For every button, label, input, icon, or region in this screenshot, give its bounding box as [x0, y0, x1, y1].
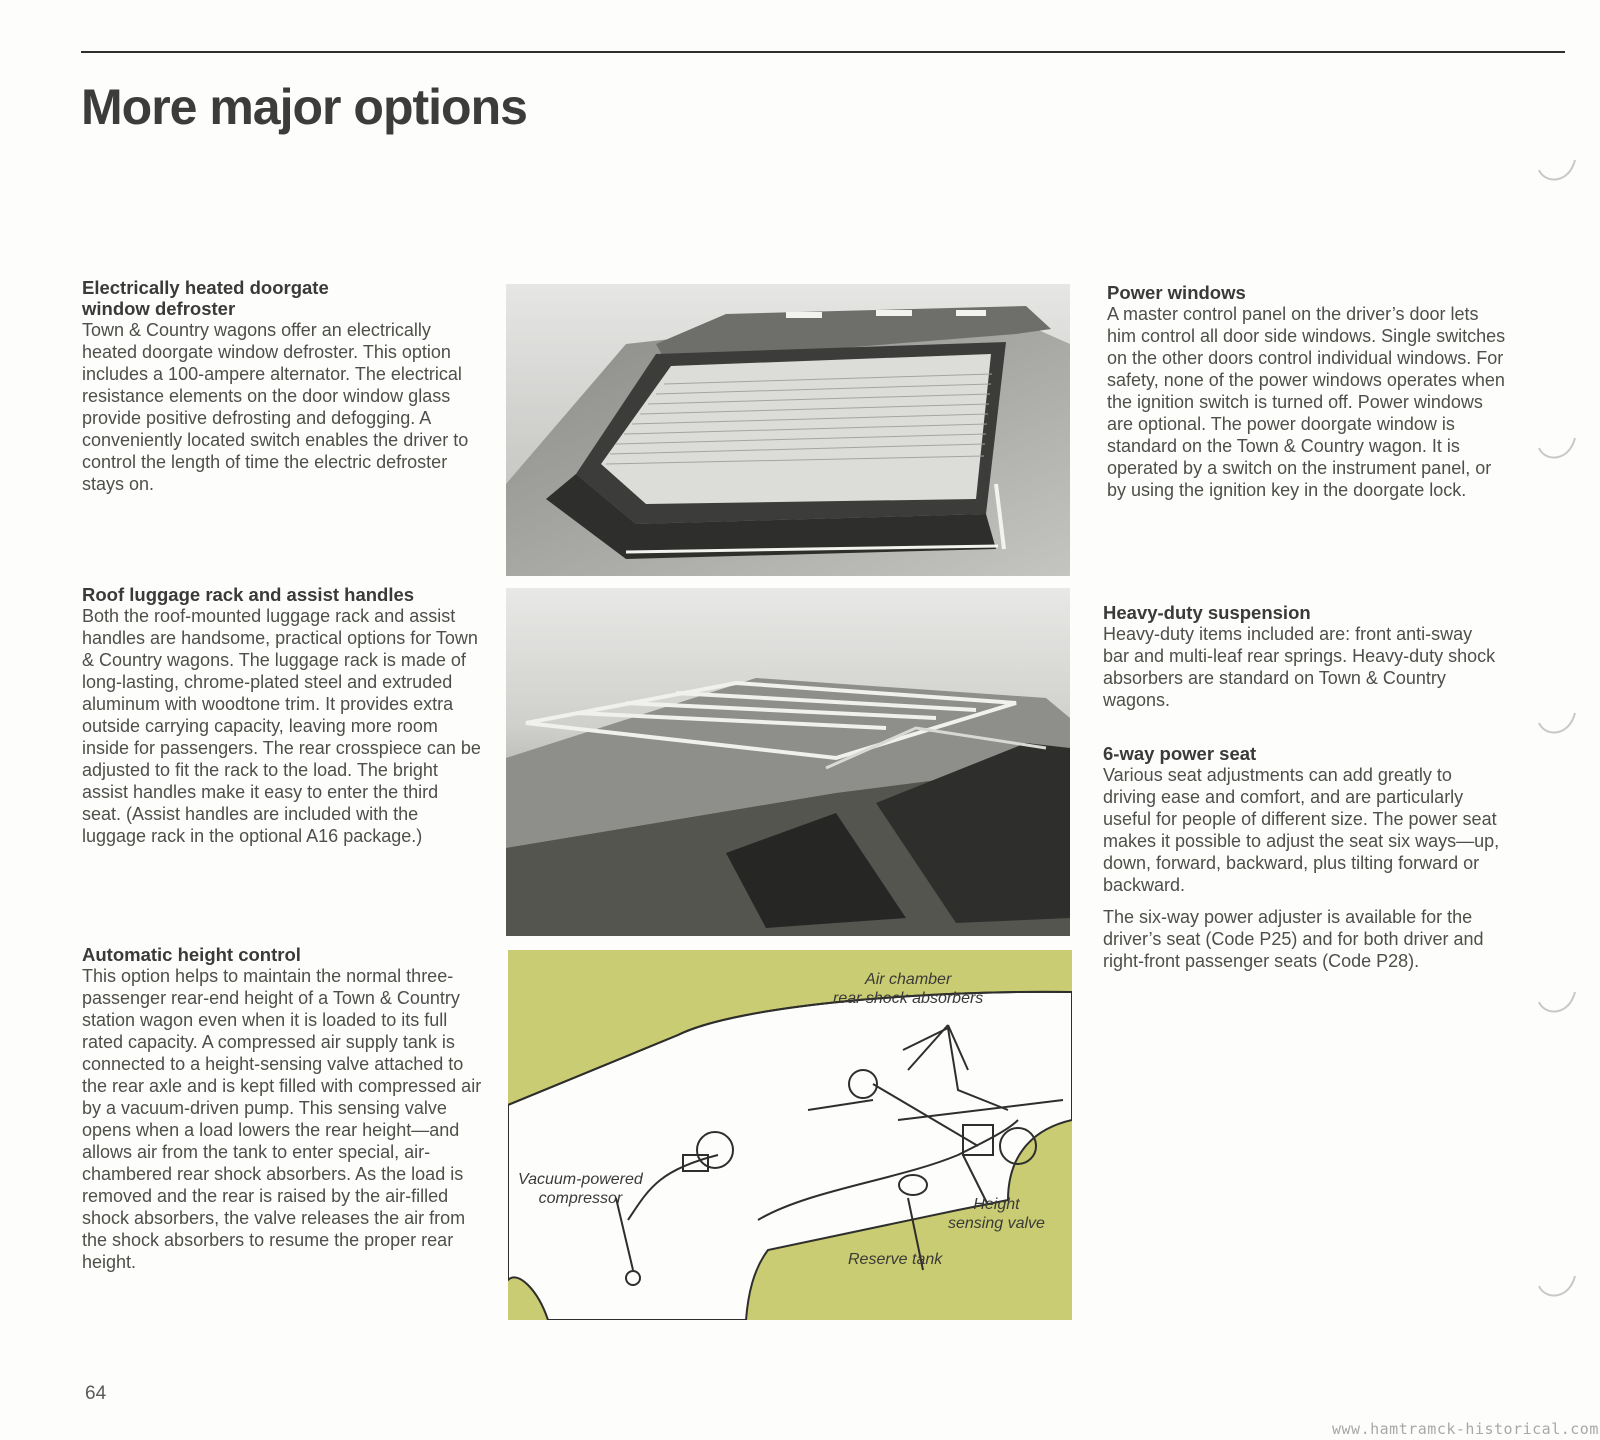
right-column-2 [1103, 602, 1503, 721]
section-body: Heavy-duty items included are: front anti-sway bar and multi-leaf rear springs. Heavy-duty shock absorbers are standard on Town & Country wagons. [1103, 624, 1496, 710]
section-heading [82, 277, 482, 319]
section-suspension [1103, 602, 1503, 711]
height-control-diagram [508, 950, 1072, 1320]
label-line: sensing valve [948, 1215, 1045, 1232]
heading-line: window defroster [82, 298, 236, 319]
label-air-chamber [833, 970, 983, 1008]
binder-hole-icon [1535, 984, 1579, 1020]
section-power-windows [1107, 282, 1507, 501]
section-body: The six-way power adjuster is available for the driver’s seat (Code P25) and for both driver and right-front passenger seats (Code P28). [1103, 907, 1484, 971]
label-line: Height [973, 1196, 1020, 1213]
section-body: A master control panel on the driver’s door lets him control all door side windows. Single switches on the other doors control individual windows. For safety, none of the power windows operates when the ignition switch is turned off. Power windows are optional. The power doorgate window is standard on the Town & Country wagon. It is operated by a switch on the instrument panel, or by using the ignition key in the doorgate lock. [1107, 304, 1506, 500]
section-power-seat [1103, 743, 1503, 972]
section-heading: Automatic height control [82, 944, 301, 965]
left-column-2 [82, 584, 482, 857]
binder-hole-icon [1535, 152, 1579, 188]
label-line: Vacuum-powered [518, 1171, 643, 1188]
section-heading: 6-way power seat [1103, 743, 1257, 764]
page-title: More major options [81, 79, 527, 135]
section-luggage-rack [82, 584, 482, 847]
label-reserve-tank [848, 1250, 942, 1269]
label-line: Reserve tank [848, 1251, 943, 1268]
label-line: Air chamber [865, 971, 952, 988]
section-body: Town & Country wagons offer an electrically heated doorgate window defroster. This option includes a 100-ampere alternator. The electrical resistance elements on the door window glass provide positive defrosting and defogging. A conveniently located switch enables the driver to control the length of time the electric defroster stays on. [82, 320, 469, 494]
doorgate-window-photo [506, 284, 1070, 576]
watermark: www.hamtramck-historical.com [1332, 1420, 1599, 1438]
label-line: compressor [538, 1190, 623, 1207]
section-body: This option helps to maintain the normal three-passenger rear-end height of a Town & Country station wagon even when it is loaded to its full rated capacity. A compressed air supply tank is connected to a height-sensing valve attached to the rear axle and is kept filled with compressed air by a vacuum-driven pump. This sensing valve opens when a load lowers the rear height—and allows air from the tank to enter special, air-chambered rear shock absorbers. As the load is removed and the rear is raised by the air-filled shock absorbers, the valve releases the air from the shock absorbers to resume the proper rear height. [82, 966, 482, 1272]
right-column [1107, 282, 1507, 511]
section-heading: Power windows [1107, 282, 1246, 303]
section-body: Both the roof-mounted luggage rack and assist handles are handsome, practical options for Town & Country wagons. The luggage rack is made of long-lasting, chrome-plated steel and extruded aluminum with woodtone trim. It provides extra outside carrying capacity, leaving more room inside for passengers. The rear crosspiece can be adjusted to fit the rack to the load. The bright assist handles make it easy to enter the third seat. (Assist handles are included with the luggage rack in the optional A16 package.) [82, 606, 481, 846]
section-heading: Roof luggage rack and assist handles [82, 584, 415, 605]
binder-hole-icon [1535, 430, 1579, 466]
page-number: 64 [85, 1383, 107, 1404]
label-line: rear shock absorbers [833, 990, 984, 1007]
right-column-3 [1103, 743, 1503, 982]
binder-hole-icon [1535, 705, 1579, 741]
binder-hole-icon [1535, 1268, 1579, 1304]
luggage-rack-photo [506, 588, 1070, 936]
top-rule [81, 51, 1565, 53]
section-defroster [82, 277, 482, 495]
label-vacuum-compressor [518, 1170, 643, 1208]
label-height-valve [948, 1195, 1045, 1233]
left-column [82, 277, 482, 505]
section-heading: Heavy-duty suspension [1103, 602, 1311, 623]
heading-line: Electrically heated doorgate [82, 277, 329, 298]
section-body: Various seat adjustments can add greatly to driving ease and comfort, and are particularly useful for people of different size. The power seat makes it possible to adjust the seat six ways—up, down, forward, backward, plus tilting forward or backward. [1103, 765, 1500, 895]
section-height-control [82, 944, 482, 1273]
left-column-3 [82, 944, 482, 1283]
